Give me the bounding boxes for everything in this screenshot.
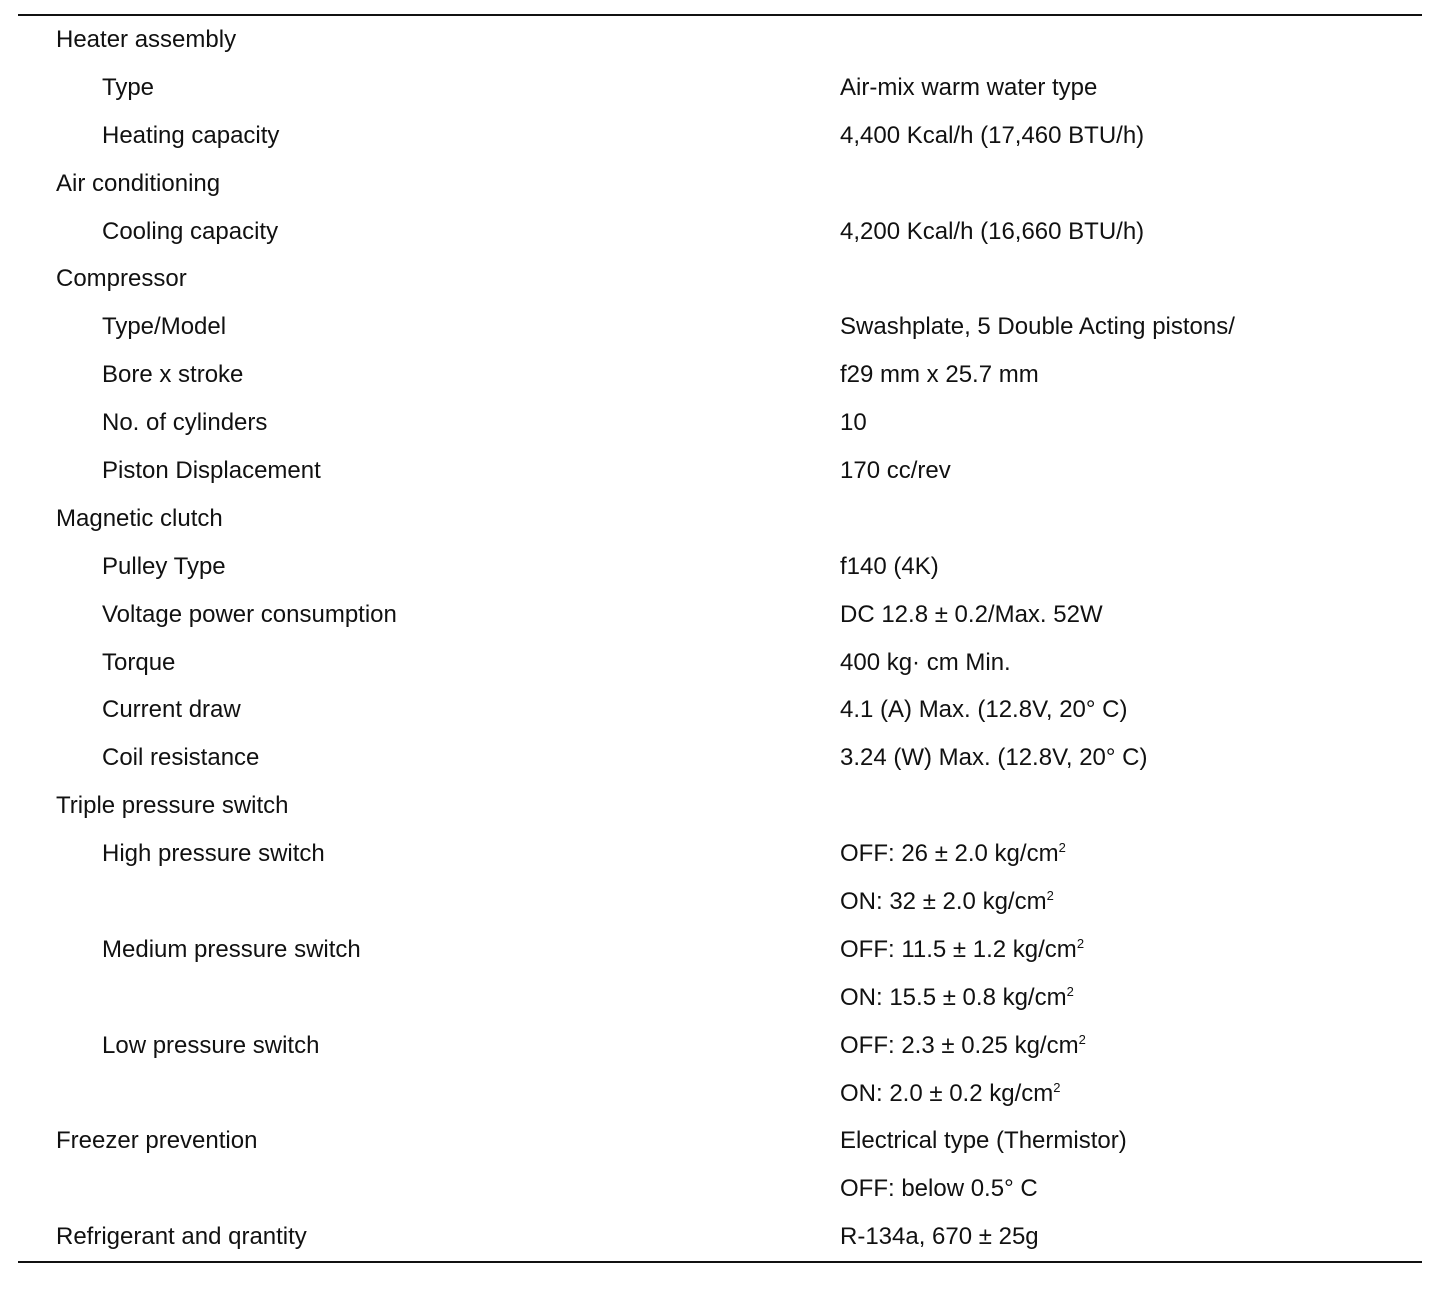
spec-value-text: 170 cc/rev	[840, 457, 951, 485]
spec-value-text: OFF: below 0.5° C	[840, 1175, 1038, 1203]
table-row	[0, 1165, 1456, 1213]
spec-value	[840, 1213, 1039, 1261]
specification-table	[0, 16, 1456, 1261]
spec-value-text: ON: 2.0 ± 0.2 kg/cm	[840, 1079, 1054, 1107]
section-label: Magnetic clutch	[56, 504, 223, 532]
table-row	[0, 303, 1456, 351]
unit-superscript: 2	[1066, 983, 1074, 999]
item-label: Medium pressure switch	[102, 935, 361, 963]
spec-value-text: 4,400 Kcal/h (17,460 BTU/h)	[840, 121, 1145, 149]
item-label: Voltage power consumption	[102, 600, 397, 628]
unit-superscript: 2	[1046, 888, 1054, 904]
item-label: High pressure switch	[102, 840, 325, 868]
unit-superscript: 2	[1053, 1079, 1061, 1095]
spec-value	[840, 639, 1011, 687]
spec-value-text: OFF: 11.5 ± 1.2 kg/cm	[840, 935, 1077, 963]
spec-value-text: Electrical type (Thermistor)	[840, 1127, 1127, 1155]
spec-value-text: Swashplate, 5 Double Acting pistons/	[840, 313, 1235, 341]
spec-value-text: DC 12.8 ± 0.2/Max. 52W	[840, 600, 1103, 628]
section-label: Triple pressure switch	[56, 792, 289, 820]
spec-value-text: ON: 15.5 ± 0.8 kg/cm	[840, 983, 1067, 1011]
spec-value	[840, 208, 1144, 256]
spec-value	[840, 830, 1066, 878]
table-row	[0, 782, 1456, 830]
spec-value-text: ON: 32 ± 2.0 kg/cm	[840, 888, 1047, 916]
item-label: Bore x stroke	[102, 361, 244, 389]
table-row	[0, 1213, 1456, 1261]
spec-value	[840, 591, 1103, 639]
item-label: Pulley Type	[102, 552, 226, 580]
table-row	[0, 1117, 1456, 1165]
table-row	[0, 639, 1456, 687]
section-label: Air conditioning	[56, 169, 221, 197]
table-row	[0, 160, 1456, 208]
table-row	[0, 255, 1456, 303]
table-row	[0, 112, 1456, 160]
table-row	[0, 16, 1456, 64]
spec-value	[840, 543, 939, 591]
section-label: Compressor	[56, 265, 187, 293]
spec-value-text: f29 mm x 25.7 mm	[840, 361, 1039, 389]
table-row	[0, 686, 1456, 734]
unit-superscript: 2	[1078, 1031, 1086, 1047]
spec-value	[840, 351, 1039, 399]
spec-value	[840, 1022, 1086, 1070]
spec-value-text: 4,200 Kcal/h (16,660 BTU/h)	[840, 217, 1145, 245]
table-row	[0, 543, 1456, 591]
unit-superscript: 2	[1058, 840, 1066, 856]
spec-value	[840, 399, 867, 447]
table-row	[0, 64, 1456, 112]
item-label: Type/Model	[102, 313, 227, 341]
table-bottom-rule	[18, 1261, 1422, 1263]
spec-value	[840, 447, 951, 495]
item-label: Piston Displacement	[102, 457, 321, 485]
spec-value	[840, 1117, 1127, 1165]
spec-value-text: OFF: 26 ± 2.0 kg/cm	[840, 840, 1059, 868]
table-row	[0, 495, 1456, 543]
table-row	[0, 1070, 1456, 1118]
section-label: Refrigerant and qrantity	[56, 1223, 307, 1251]
spec-value	[840, 64, 1097, 112]
item-label: Low pressure switch	[102, 1031, 320, 1059]
spec-value-text: R-134a, 670 ± 25g	[840, 1223, 1039, 1251]
table-row	[0, 208, 1456, 256]
spec-value-text: 4.1 (A) Max. (12.8V, 20° C)	[840, 696, 1128, 724]
item-label: Cooling capacity	[102, 217, 279, 245]
spec-value-text: 400 kg· cm Min.	[840, 648, 1011, 676]
spec-value	[840, 974, 1074, 1022]
spec-value-text: OFF: 2.3 ± 0.25 kg/cm	[840, 1031, 1079, 1059]
item-label: No. of cylinders	[102, 409, 268, 437]
table-row	[0, 878, 1456, 926]
table-row	[0, 1022, 1456, 1070]
table-row	[0, 351, 1456, 399]
item-label: Heating capacity	[102, 121, 280, 149]
spec-value	[840, 878, 1054, 926]
table-row	[0, 830, 1456, 878]
spec-value-text: 3.24 (W) Max. (12.8V, 20° C)	[840, 744, 1148, 772]
spec-value	[840, 686, 1128, 734]
table-row	[0, 974, 1456, 1022]
section-label: Heater assembly	[56, 26, 237, 53]
table-row	[0, 591, 1456, 639]
table-row	[0, 399, 1456, 447]
spec-value	[840, 1165, 1038, 1213]
item-label: Coil resistance	[102, 744, 260, 772]
table-row	[0, 926, 1456, 974]
section-label: Freezer prevention	[56, 1127, 258, 1155]
table-row	[0, 734, 1456, 782]
spec-value	[840, 926, 1084, 974]
item-label: Torque	[102, 648, 176, 676]
spec-value	[840, 1070, 1060, 1118]
spec-value	[840, 734, 1148, 782]
spec-value-text: f140 (4K)	[840, 552, 939, 580]
spec-value	[840, 112, 1144, 160]
spec-value-text: Air-mix warm water type	[840, 73, 1098, 101]
spec-value-text: 10	[840, 409, 867, 437]
unit-superscript: 2	[1076, 935, 1085, 951]
spec-value	[840, 303, 1235, 351]
table-row	[0, 447, 1456, 495]
item-label: Current draw	[102, 696, 241, 724]
item-label: Type	[102, 73, 155, 101]
